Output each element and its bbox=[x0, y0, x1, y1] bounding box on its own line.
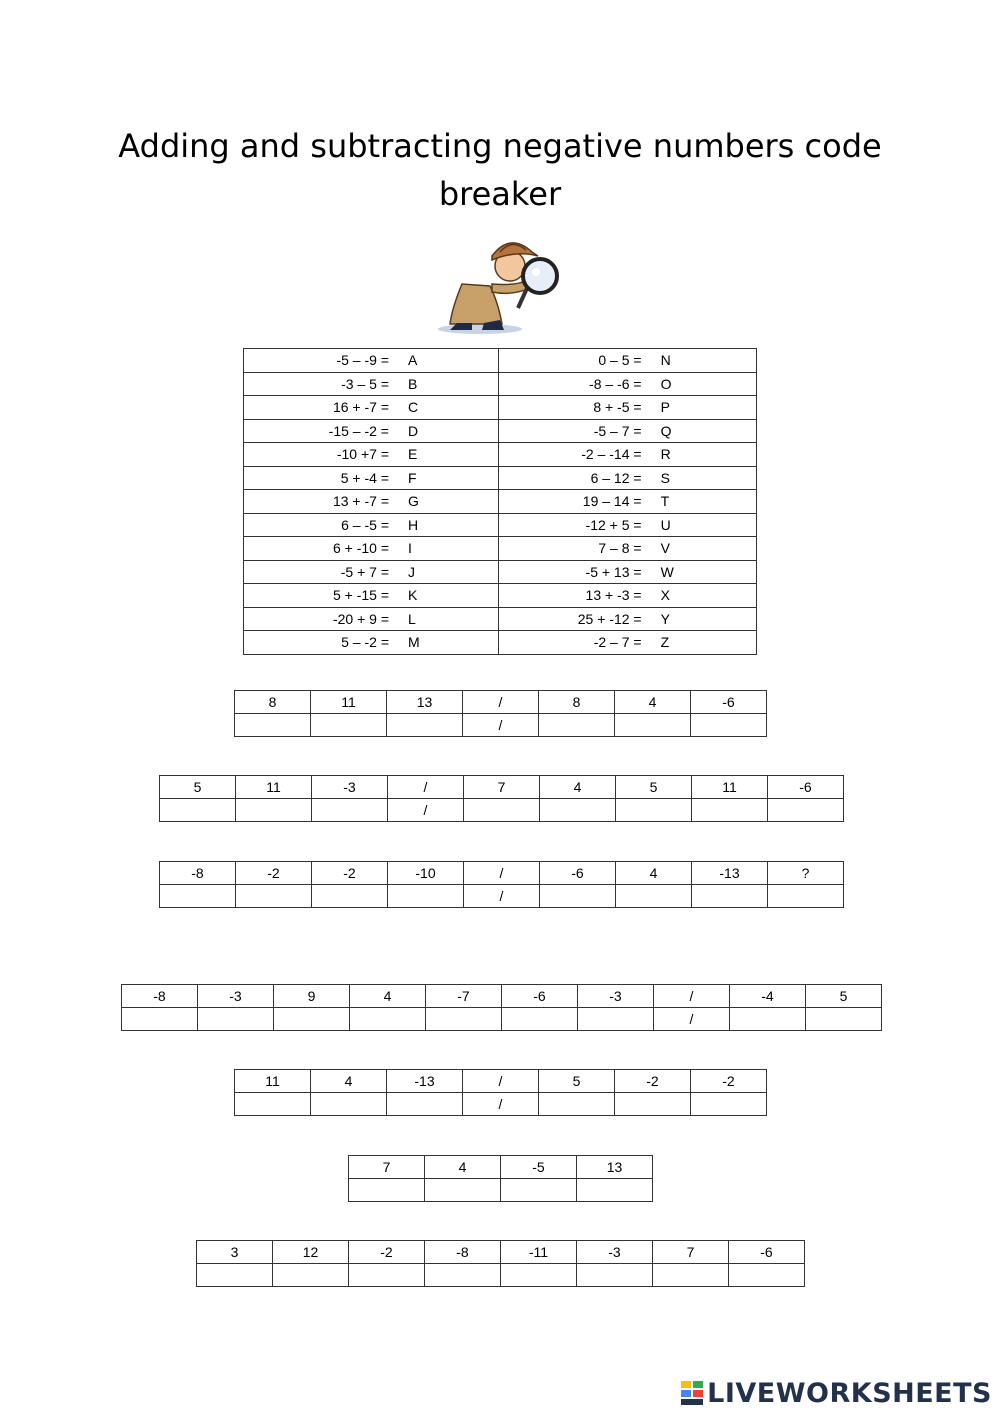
key-expression: 6 + -10 = bbox=[332, 540, 389, 557]
key-expression: 5 + -4 = bbox=[340, 469, 389, 486]
key-cell-left bbox=[244, 349, 499, 373]
key-cell-right bbox=[498, 443, 756, 467]
key-expression: 13 + -3 = bbox=[585, 587, 642, 604]
code-number-cell: 4 bbox=[350, 985, 426, 1008]
answer-input-cell[interactable] bbox=[160, 799, 236, 822]
key-expression: -2 – 7 = bbox=[593, 634, 642, 651]
key-cell-left bbox=[244, 419, 499, 443]
answer-input-cell[interactable] bbox=[236, 799, 312, 822]
answer-input-cell[interactable] bbox=[577, 1264, 653, 1287]
key-row bbox=[244, 607, 757, 631]
key-letter: Q bbox=[660, 422, 672, 439]
code-number-cell: 4 bbox=[616, 862, 692, 885]
liveworksheets-logo-icon bbox=[681, 1381, 703, 1405]
word-separator-cell: / bbox=[654, 1008, 730, 1031]
key-expression: -8 – -6 = bbox=[589, 375, 642, 392]
code-numbers-row bbox=[122, 985, 882, 1008]
answer-input-cell[interactable] bbox=[615, 714, 691, 737]
code-number-cell: -3 bbox=[578, 985, 654, 1008]
code-number-cell: -6 bbox=[502, 985, 578, 1008]
code-number-cell: -11 bbox=[501, 1241, 577, 1264]
key-letter: K bbox=[408, 587, 418, 604]
key-letter: E bbox=[408, 446, 418, 463]
code-row-5 bbox=[234, 1069, 767, 1116]
answer-input-cell[interactable] bbox=[387, 714, 463, 737]
key-row bbox=[244, 396, 757, 420]
answer-input-cell[interactable] bbox=[349, 1264, 425, 1287]
answer-input-cell[interactable] bbox=[540, 885, 616, 908]
code-number-cell: ? bbox=[768, 862, 844, 885]
code-row-7 bbox=[196, 1240, 805, 1287]
word-separator-cell: / bbox=[388, 799, 464, 822]
answer-input-cell[interactable] bbox=[425, 1179, 501, 1202]
key-letter: L bbox=[408, 610, 416, 627]
answer-input-cell[interactable] bbox=[730, 1008, 806, 1031]
code-number-cell: -13 bbox=[692, 862, 768, 885]
answer-input-cell[interactable] bbox=[273, 1264, 349, 1287]
answer-input-cell[interactable] bbox=[312, 799, 388, 822]
code-number-cell: -8 bbox=[122, 985, 198, 1008]
key-letter: A bbox=[408, 352, 418, 369]
code-number-cell: 7 bbox=[653, 1241, 729, 1264]
code-number-cell: / bbox=[388, 776, 464, 799]
code-numbers-row bbox=[160, 862, 844, 885]
code-answer-row bbox=[160, 885, 844, 908]
code-number-cell: -2 bbox=[312, 862, 388, 885]
key-expression: -20 + 9 = bbox=[332, 610, 389, 627]
key-row bbox=[244, 443, 757, 467]
key-row bbox=[244, 372, 757, 396]
key-expression: 13 + -7 = bbox=[332, 493, 389, 510]
answer-input-cell[interactable] bbox=[577, 1179, 653, 1202]
answer-input-cell[interactable] bbox=[198, 1008, 274, 1031]
code-number-cell: -2 bbox=[349, 1241, 425, 1264]
key-cell-left bbox=[244, 537, 499, 561]
key-expression: 25 + -12 = bbox=[577, 610, 642, 627]
key-cell-right bbox=[498, 513, 756, 537]
answer-input-cell[interactable] bbox=[388, 885, 464, 908]
code-number-cell: -8 bbox=[425, 1241, 501, 1264]
code-answer-row bbox=[160, 799, 844, 822]
answer-input-cell[interactable] bbox=[539, 1093, 615, 1116]
code-number-cell: 5 bbox=[160, 776, 236, 799]
code-answer-row bbox=[235, 714, 767, 737]
answer-input-cell[interactable] bbox=[425, 1264, 501, 1287]
key-expression: 5 – -2 = bbox=[341, 634, 389, 651]
code-number-cell: -6 bbox=[691, 691, 767, 714]
key-expression: -3 – 5 = bbox=[341, 375, 389, 392]
code-number-cell: / bbox=[463, 1070, 539, 1093]
key-expression: 8 + -5 = bbox=[593, 399, 642, 416]
answer-input-cell[interactable] bbox=[691, 1093, 767, 1116]
key-cell-right bbox=[498, 607, 756, 631]
key-expression: -5 + 13 = bbox=[585, 563, 642, 580]
code-number-cell: 13 bbox=[387, 691, 463, 714]
code-numbers-row bbox=[235, 1070, 767, 1093]
answer-input-cell[interactable] bbox=[692, 799, 768, 822]
answer-input-cell[interactable] bbox=[274, 1008, 350, 1031]
key-expression: -10 +7 = bbox=[336, 446, 389, 463]
answer-input-cell[interactable] bbox=[350, 1008, 426, 1031]
code-answer-row bbox=[235, 1093, 767, 1116]
key-row bbox=[244, 490, 757, 514]
code-number-cell: -3 bbox=[198, 985, 274, 1008]
key-cell-left bbox=[244, 560, 499, 584]
code-number-cell: 11 bbox=[236, 776, 312, 799]
code-numbers-row bbox=[160, 776, 844, 799]
answer-input-cell[interactable] bbox=[691, 714, 767, 737]
key-letter: O bbox=[660, 375, 672, 392]
key-row bbox=[244, 513, 757, 537]
code-number-cell: -6 bbox=[768, 776, 844, 799]
brand-text: LIVEWORKSHEETS bbox=[707, 1377, 992, 1409]
key-letter: F bbox=[408, 469, 417, 486]
answer-input-cell[interactable] bbox=[160, 885, 236, 908]
key-expression: -5 – -9 = bbox=[336, 352, 389, 369]
key-letter: X bbox=[660, 587, 670, 604]
code-answer-row bbox=[349, 1179, 653, 1202]
key-letter: H bbox=[408, 516, 419, 533]
key-cell-right bbox=[498, 372, 756, 396]
code-number-cell: 4 bbox=[311, 1070, 387, 1093]
key-cell-right bbox=[498, 419, 756, 443]
key-cell-right bbox=[498, 466, 756, 490]
key-expression: 19 – 14 = bbox=[582, 493, 642, 510]
key-expression: 16 + -7 = bbox=[332, 399, 389, 416]
answer-input-cell[interactable] bbox=[426, 1008, 502, 1031]
code-number-cell: 11 bbox=[311, 691, 387, 714]
code-number-cell: 4 bbox=[540, 776, 616, 799]
answer-input-cell[interactable] bbox=[311, 714, 387, 737]
brand-logo[interactable] bbox=[681, 1376, 992, 1410]
answer-input-cell[interactable] bbox=[464, 799, 540, 822]
code-number-cell: / bbox=[463, 691, 539, 714]
key-letter: U bbox=[660, 516, 671, 533]
key-row bbox=[244, 584, 757, 608]
key-cell-left bbox=[244, 584, 499, 608]
code-number-cell: 9 bbox=[274, 985, 350, 1008]
code-number-cell: 8 bbox=[235, 691, 311, 714]
code-number-cell: 8 bbox=[539, 691, 615, 714]
key-letter: J bbox=[408, 563, 415, 580]
word-separator-cell: / bbox=[463, 714, 539, 737]
answer-input-cell[interactable] bbox=[236, 885, 312, 908]
code-number-cell: -4 bbox=[730, 985, 806, 1008]
answer-input-cell[interactable] bbox=[502, 1008, 578, 1031]
key-expression: -2 – -14 = bbox=[581, 446, 642, 463]
answer-input-cell[interactable] bbox=[729, 1264, 805, 1287]
key-letter: P bbox=[660, 399, 670, 416]
key-letter: I bbox=[408, 540, 412, 557]
answer-input-cell[interactable] bbox=[806, 1008, 882, 1031]
answer-input-cell[interactable] bbox=[349, 1179, 425, 1202]
answer-input-cell[interactable] bbox=[578, 1008, 654, 1031]
key-row bbox=[244, 537, 757, 561]
key-letter: V bbox=[660, 540, 670, 557]
answer-input-cell[interactable] bbox=[235, 1093, 311, 1116]
answer-input-cell[interactable] bbox=[122, 1008, 198, 1031]
code-row-4 bbox=[121, 984, 882, 1031]
detective-illustration bbox=[432, 228, 567, 338]
key-letter: C bbox=[408, 399, 419, 416]
code-numbers-row bbox=[235, 691, 767, 714]
key-letter: N bbox=[660, 352, 671, 369]
code-number-cell: 12 bbox=[273, 1241, 349, 1264]
code-answer-row bbox=[122, 1008, 882, 1031]
answer-input-cell[interactable] bbox=[692, 885, 768, 908]
answer-input-cell[interactable] bbox=[501, 1264, 577, 1287]
code-row-3 bbox=[159, 861, 844, 908]
page-title: Adding and subtracting negative numbers code breaker bbox=[118, 127, 882, 213]
code-number-cell: -6 bbox=[729, 1241, 805, 1264]
code-number-cell: 4 bbox=[615, 691, 691, 714]
key-cell-right bbox=[498, 584, 756, 608]
answer-input-cell[interactable] bbox=[616, 799, 692, 822]
answer-input-cell[interactable] bbox=[197, 1264, 273, 1287]
key-letter: Z bbox=[660, 634, 670, 651]
key-row bbox=[244, 631, 757, 655]
answer-input-cell[interactable] bbox=[653, 1264, 729, 1287]
code-number-cell: 5 bbox=[806, 985, 882, 1008]
key-cell-left bbox=[244, 443, 499, 467]
code-number-cell: / bbox=[464, 862, 540, 885]
key-expression: 6 – 12 = bbox=[590, 469, 642, 486]
key-cell-left bbox=[244, 466, 499, 490]
key-cell-right bbox=[498, 560, 756, 584]
code-number-cell: -8 bbox=[160, 862, 236, 885]
key-cell-left bbox=[244, 513, 499, 537]
key-letter: M bbox=[408, 634, 420, 651]
code-number-cell: / bbox=[654, 985, 730, 1008]
code-row-2 bbox=[159, 775, 844, 822]
code-row-1 bbox=[234, 690, 767, 737]
answer-input-cell[interactable] bbox=[616, 885, 692, 908]
code-number-cell: -2 bbox=[691, 1070, 767, 1093]
key-cell-left bbox=[244, 490, 499, 514]
code-number-cell: 5 bbox=[616, 776, 692, 799]
code-number-cell: -13 bbox=[387, 1070, 463, 1093]
word-separator-cell: / bbox=[464, 885, 540, 908]
answer-input-cell[interactable] bbox=[235, 714, 311, 737]
key-cell-right bbox=[498, 396, 756, 420]
code-number-cell: -2 bbox=[236, 862, 312, 885]
key-cell-left bbox=[244, 607, 499, 631]
answer-input-cell[interactable] bbox=[615, 1093, 691, 1116]
answer-input-cell[interactable] bbox=[312, 885, 388, 908]
code-row-6 bbox=[348, 1155, 653, 1202]
code-number-cell: 4 bbox=[425, 1156, 501, 1179]
key-expression: 6 – -5 = bbox=[341, 516, 389, 533]
key-expression: 7 – 8 = bbox=[598, 540, 642, 557]
answer-input-cell[interactable] bbox=[387, 1093, 463, 1116]
key-expression: -5 + 7 = bbox=[340, 563, 389, 580]
code-number-cell: 7 bbox=[349, 1156, 425, 1179]
key-row bbox=[244, 349, 757, 373]
key-cell-right bbox=[498, 349, 756, 373]
key-cell-left bbox=[244, 372, 499, 396]
key-cell-left bbox=[244, 396, 499, 420]
key-letter: W bbox=[660, 563, 674, 580]
key-expression: -15 – -2 = bbox=[328, 422, 389, 439]
code-number-cell: -5 bbox=[501, 1156, 577, 1179]
code-key-table bbox=[243, 348, 757, 655]
key-letter: R bbox=[660, 446, 671, 463]
code-number-cell: 11 bbox=[235, 1070, 311, 1093]
code-numbers-row bbox=[349, 1156, 653, 1179]
key-letter: S bbox=[660, 469, 670, 486]
key-expression: -5 – 7 = bbox=[593, 422, 642, 439]
key-row bbox=[244, 419, 757, 443]
key-cell-right bbox=[498, 631, 756, 655]
code-number-cell: 7 bbox=[464, 776, 540, 799]
key-row bbox=[244, 466, 757, 490]
key-expression: 0 – 5 = bbox=[598, 352, 642, 369]
key-row bbox=[244, 560, 757, 584]
code-number-cell: -7 bbox=[426, 985, 502, 1008]
key-expression: -12 + 5 = bbox=[585, 516, 642, 533]
code-number-cell: 5 bbox=[539, 1070, 615, 1093]
code-number-cell: 3 bbox=[197, 1241, 273, 1264]
key-letter: T bbox=[660, 493, 670, 510]
code-number-cell: -3 bbox=[577, 1241, 653, 1264]
code-number-cell: 13 bbox=[577, 1156, 653, 1179]
key-letter: B bbox=[408, 375, 418, 392]
answer-input-cell[interactable] bbox=[768, 885, 844, 908]
answer-input-cell[interactable] bbox=[540, 799, 616, 822]
key-cell-left bbox=[244, 631, 499, 655]
key-expression: 5 + -15 = bbox=[332, 587, 389, 604]
answer-input-cell[interactable] bbox=[539, 714, 615, 737]
answer-input-cell[interactable] bbox=[501, 1179, 577, 1202]
code-number-cell: -6 bbox=[540, 862, 616, 885]
code-number-cell: -2 bbox=[615, 1070, 691, 1093]
code-number-cell: -3 bbox=[312, 776, 388, 799]
key-letter: Y bbox=[660, 610, 670, 627]
key-letter: D bbox=[408, 422, 419, 439]
key-cell-right bbox=[498, 490, 756, 514]
code-number-cell: 11 bbox=[692, 776, 768, 799]
key-letter: G bbox=[408, 493, 419, 510]
code-numbers-row bbox=[197, 1241, 805, 1264]
answer-input-cell[interactable] bbox=[768, 799, 844, 822]
key-cell-right bbox=[498, 537, 756, 561]
word-separator-cell: / bbox=[463, 1093, 539, 1116]
code-answer-row bbox=[197, 1264, 805, 1287]
answer-input-cell[interactable] bbox=[311, 1093, 387, 1116]
code-number-cell: -10 bbox=[388, 862, 464, 885]
